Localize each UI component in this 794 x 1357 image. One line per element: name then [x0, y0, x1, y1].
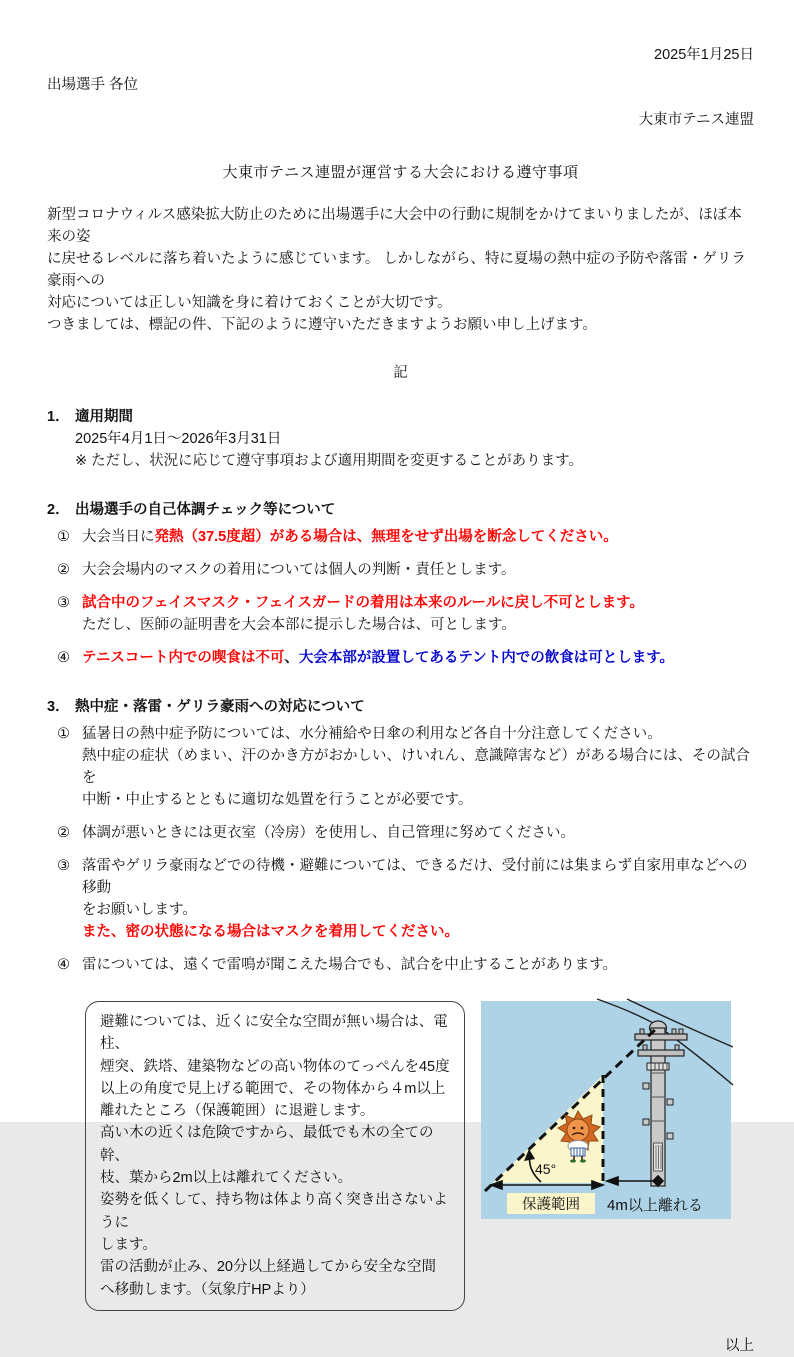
intro-paragraph: [47, 204, 754, 336]
evac-line: 雷の活動が止み、20分以上経過してから安全な空間: [100, 1259, 436, 1276]
list-item: [47, 592, 754, 636]
item-marker: ④: [57, 957, 70, 973]
intro-line: 新型コロナウィルス感染拡大防止のために出場選手に大会中の行動に規制をかけてまいりましたが、ほぼ本来の姿: [47, 207, 742, 245]
document-date: 2025年1月25日: [654, 47, 754, 63]
item-text-black: ただし、医師の証明書を大会本部に提示した場合は、可とします。: [82, 617, 516, 633]
evac-line: 以上の角度で見上げる範囲で、その物体から４m以上: [100, 1080, 446, 1097]
item-marker: ②: [57, 825, 70, 841]
page-title: 大東市テニス連盟が運営する大会における遵守事項: [222, 164, 579, 181]
item-text-red: 発熱（37.5度超）がある場合は、無理をせず出場を断念してください。: [154, 529, 618, 545]
item-marker: ④: [57, 650, 70, 666]
item-text-blue: 大会本部が設置してあるテント内での飲食は可とします。: [298, 650, 675, 666]
section-self-condition-check: [47, 499, 754, 669]
item-text: [82, 855, 754, 943]
item-line: 中断・中止するとともに適切な処置を行うことが必要です。: [82, 792, 473, 808]
item-text: [82, 723, 754, 811]
intro-line: に戻せるレベルに落ち着いたように感じています。 しかしながら、特に夏場の熱中症の予防や落雷・ゲリラ豪雨への: [47, 251, 746, 289]
closing-marker: 以上: [725, 1337, 754, 1354]
item-line: 猛暑日の熱中症予防については、水分補給や日傘の利用など各自十分注意してください。: [82, 726, 662, 742]
recipient-line: 出場選手 各位: [47, 77, 139, 93]
evac-line: へ移動します。（気象庁HPより）: [100, 1281, 315, 1298]
item-text: [82, 526, 618, 548]
item-text-red: 試合中のフェイスマスク・フェイスガードの着用は本来のルールに戻し不可とします。: [82, 595, 645, 611]
sender-line: 大東市テニス連盟: [638, 112, 754, 128]
distance-label: 4m以上離れる: [607, 1197, 703, 1214]
section-heatstroke-lightning: [47, 696, 754, 976]
item-marker: ②: [57, 562, 70, 578]
lightning-protection-diagram: [481, 1001, 731, 1219]
intro-line: 対応については正しい知識を身に着けておくことが大切です。: [47, 295, 452, 311]
item-text-red: テニスコート内での喫食は不可: [82, 650, 285, 666]
section-title: 熱中症・落雷・ゲリラ豪雨への対応について: [75, 699, 365, 715]
list-item: [47, 855, 754, 943]
bottom-zone: [85, 1001, 754, 1311]
section-number: 2．: [47, 502, 70, 518]
evacuation-note-box: [85, 1001, 465, 1311]
evac-line: 避難については、近くに安全な空間が無い場合は、電柱、: [100, 1014, 448, 1053]
item-text-black: 大会当日に: [82, 529, 155, 545]
section-body: [47, 428, 754, 472]
section-number: 1．: [47, 409, 70, 425]
list-item: [47, 723, 754, 811]
evac-line: 姿勢を低くして、持ち物は体より高く突き出さないように: [100, 1192, 448, 1231]
section-heading: [47, 696, 754, 718]
zone-label-text: 保護範囲: [522, 1197, 580, 1213]
item-line-red: また、密の状態になる場合はマスクを着用してください。: [82, 924, 459, 940]
list-item: [47, 647, 754, 669]
section-heading: [47, 499, 754, 521]
item-text: [82, 592, 644, 636]
section-number: 3．: [47, 699, 70, 715]
item-marker: ③: [57, 858, 70, 874]
item-line: をお願いします。: [82, 902, 197, 918]
period-note: ※ ただし、状況に応じて遵守事項および適用期間を変更することがあります。: [75, 453, 584, 469]
pole-vents: [654, 1143, 663, 1171]
pole-crossarm: [638, 1050, 684, 1056]
list-item: [47, 822, 754, 844]
list-item: [47, 526, 754, 548]
evac-line: 高い木の近くは危険ですから、最低でも木の全ての幹、: [100, 1125, 434, 1164]
angle-label: 45°: [535, 1161, 557, 1177]
item-line: 熱中症の症状（めまい、汗のかき方がおかしい、けいれん、意識障害など）がある場合には、その試合を: [82, 748, 750, 786]
item-marker: ③: [57, 595, 70, 611]
intro-line: つきましては、標記の件、下記のように遵守いただきますようお願い申し上げます。: [47, 317, 597, 333]
item-text: 大会会場内のマスクの着用については個人の判断・責任とします。: [82, 562, 516, 578]
protection-zone-label: [507, 1193, 595, 1214]
item-text: 雷については、遠くで雷鳴が聞こえた場合でも、試合を中止することがあります。: [82, 957, 618, 973]
applicable-period: 2025年4月1日～2026年3月31日: [75, 431, 282, 447]
pole-band: [647, 1063, 669, 1070]
list-item: [47, 954, 754, 976]
record-marker: 記: [393, 365, 408, 381]
item-text-comma: 、: [284, 650, 299, 666]
item-text: 体調が悪いときには更衣室（冷房）を使用し、自己管理に努めてください。: [82, 825, 575, 841]
section-applicable-period: [47, 406, 754, 472]
evac-line: 枝、葉から2m以上は離れてください。: [100, 1170, 353, 1187]
item-marker: ①: [57, 529, 70, 545]
item-marker: ①: [57, 726, 70, 742]
item-text: [82, 647, 674, 669]
section-title: 適用期間: [75, 409, 133, 425]
section-heading: [47, 406, 754, 428]
section-title: 出場選手の自己体調チェック等について: [75, 502, 336, 518]
evac-line: 離れたところ（保護範囲）に退避します。: [100, 1103, 375, 1120]
diagram-background: [481, 1001, 731, 1219]
evac-line: します。: [100, 1236, 157, 1253]
item-line: 落雷やゲリラ豪雨などでの待機・避難については、できるだけ、受付前には集まらず自家用車などへの移動: [82, 858, 748, 896]
evac-line: 煙突、鉄塔、建築物などの高い物体のてっぺんを45度: [100, 1058, 450, 1075]
list-item: [47, 559, 754, 581]
diagram-svg: [481, 1001, 731, 1219]
pole-crossarm: [635, 1034, 687, 1040]
